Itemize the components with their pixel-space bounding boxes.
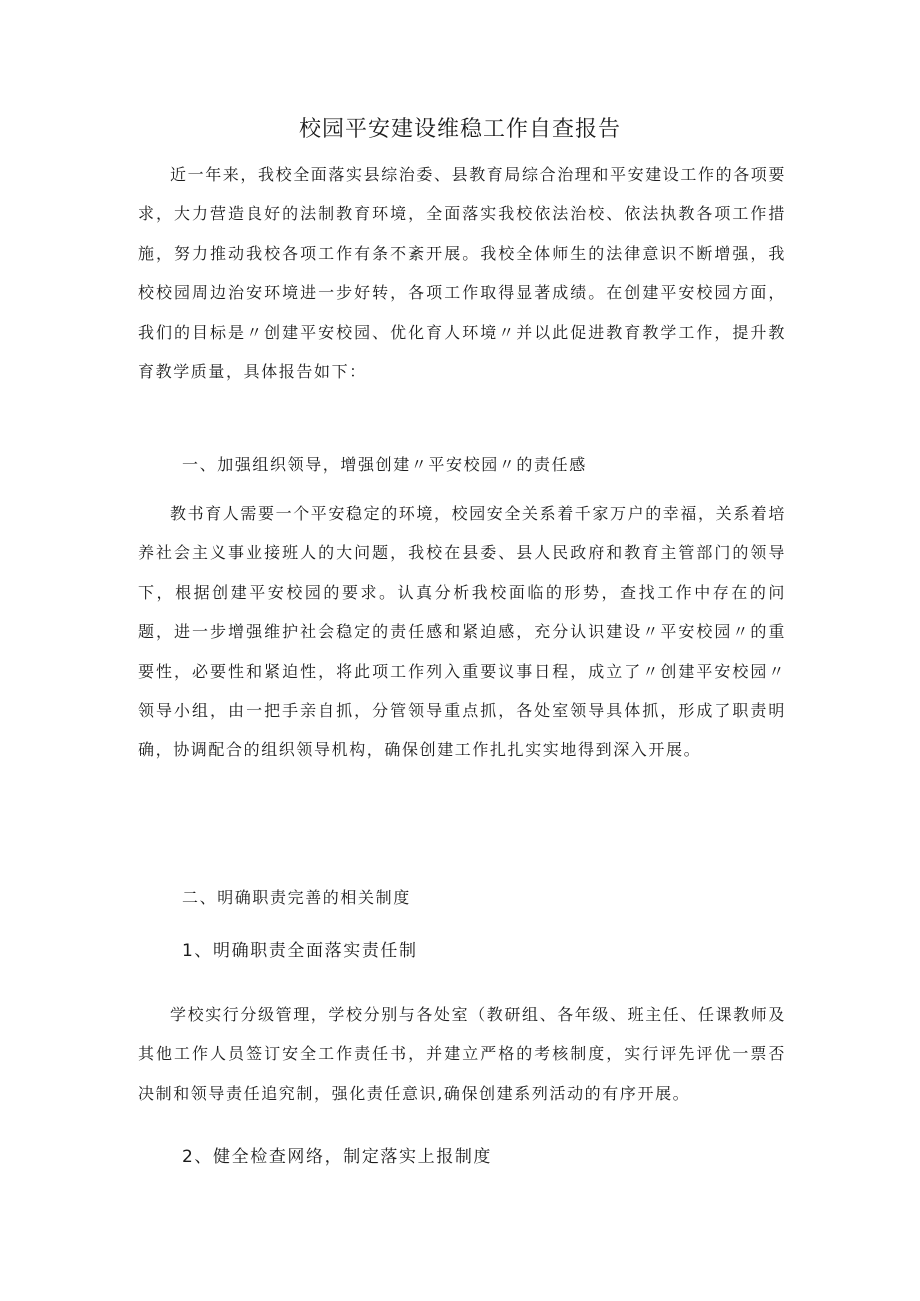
paragraph-intro: 近一年来，我校全面落实县综治委、县教育局综合治理和平安建设工作的各项要求，大力营造良好的法制教育环境，全面落实我校依法治校、依法执教各项工作措施，努力推动我校各项工作有条不紊开展。我校全体师生的法律意识不断增强，我校校园周边治安环境进一步好转，各项工作取得显著成绩。在创建平安校园方面，我们的目标是〃创建平安校园、优化育人环境〃并以此促进教育教学工作，提升教育教学质量，具体报告如下： (138, 165, 787, 382)
subsection-heading-1: 1、明确职责全面落实责任制 (182, 941, 418, 961)
paragraph-leadership: 教书育人需要一个平安稳定的环境，校园安全关系着千家万户的幸福，关系着培养社会主义事业接班人的大问题，我校在县委、县人民政府和教育主管部门的领导下，根据创建平安校园的要求。认真分析我校面临的形势，查找工作中存在的问题，进一步增强维护社会稳定的责任感和紧迫感，充分认识建设〃平安校园〃的重要性，必要性和紧迫性，将此项工作列入重要议事日程，成立了〃创建平安校园〃领导小组，由一把手亲自抓，分管领导重点抓，各处室领导具体抓，形成了职责明确，协调配合的组织领导机构，确保创建工作扎扎实实地得到深入开展。 (138, 504, 787, 760)
section-heading-1: 一、加强组织领导，增强创建〃平安校园〃的责任感 (182, 455, 587, 474)
section-heading-2: 二、明确职责完善的相关制度 (182, 888, 411, 907)
subsection-heading-2: 2、健全检查网络，制定落实上报制度 (182, 1147, 493, 1167)
paragraph-responsibility: 学校实行分级管理，学校分别与各处室（教研组、各年级、班主任、任课教师及其他工作人员签订安全工作责任书，并建立严格的考核制度，实行评先评优一票否决制和领导责任追究制，强化责任意识,确保创建系列活动的有序开展。 (138, 1005, 787, 1103)
document-title: 校园平安建设维稳工作自查报告 (298, 117, 621, 142)
